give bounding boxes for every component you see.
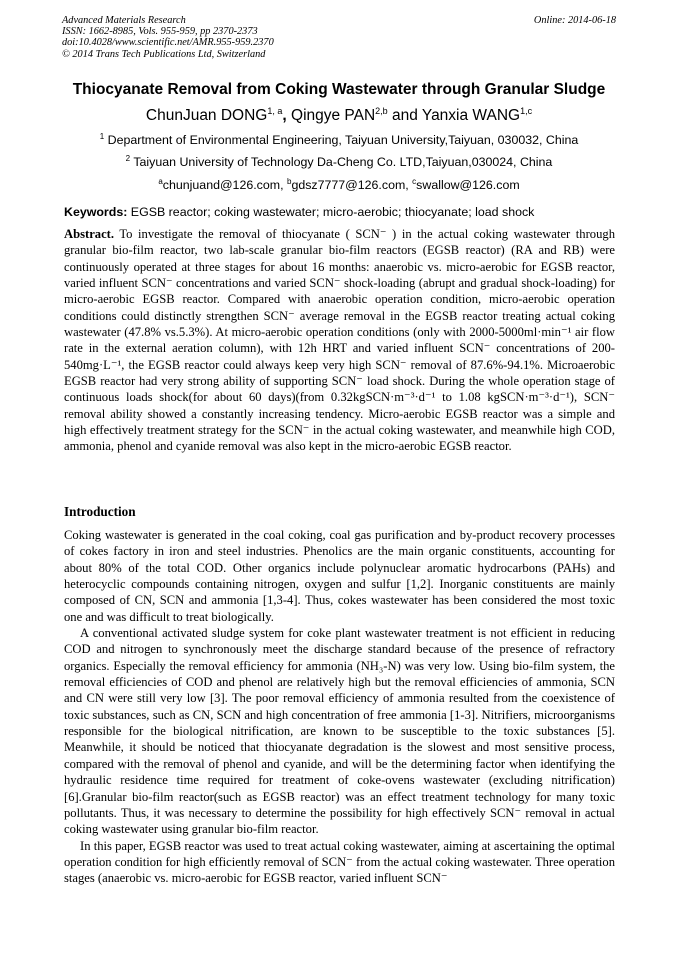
introduction-heading: Introduction bbox=[64, 504, 136, 519]
author-list bbox=[40, 107, 638, 125]
email-address: chunjuand@126.com, bbox=[162, 178, 287, 192]
copyright-line: © 2014 Trans Tech Publications Ltd, Switzerland bbox=[62, 48, 266, 60]
author-conjunction: and bbox=[387, 107, 422, 124]
intro-paragraph-1: Coking wastewater is generated in the coal coking, coal gas purification and by-product recovery processes of cokes factory in iron and steel industries. Phenolics are the main organic constituents, accounting for about 80% of the total COD. Other organics include polynuclear aromatic hydrocarbons (PAHs) and heterocyclic compounds containing nitrogen, oxygen and sulfur [1,2]. Inorganic constituents are mainly composed of CN, SCN and ammonia [1,3-4]. Thus, cokes wastewater has been considered the most toxic one and was difficult to treat biologically. bbox=[64, 528, 615, 624]
doi-line: doi:10.4028/www.scientific.net/AMR.955-959.2370 bbox=[62, 37, 274, 49]
email-marker: b bbox=[286, 176, 292, 186]
email-marker: c bbox=[412, 176, 417, 186]
author-affiliation-marker: 2,b bbox=[375, 105, 388, 116]
abstract-text: To investigate the removal of thiocyanate ( SCN⁻ ) in the actual coking wastewater through granular bio-film reactor, two lab-scale granular bio-film reactors (EGSB reactor) (RA and RB) were continuously operated at three stages for about 16 months: anaerobic vs. micro-aerobic for EGSB reactor, varied influent SCN⁻ concentrations and varied SCN⁻ shock-loading (abrupt and gradual shock-loading) for micro-aerobic EGSB reactor. Compared with anaerobic operation condition, micro-aerobic operation conditions could distinctly strengthen SCN⁻ average removal in the EGSB reactor treating actual coking wastewater (47.8% vs.5.3%). At micro-aerobic operation conditions (only with 2000-5000ml·min⁻¹ air flow rate in the external aeration column), with 12h HRT and varied influent SCN⁻ concentrations of 200-540mg·L⁻¹, the EGSB reactor could always keep very high SCN⁻ removal of 87.6%-94.1%. Microaerobic EGSB reactor had very strong ability of supporting SCN⁻ load shock. During the whole operation stage of continuous loads shock(for about 60 days)(from 0.32kgSCN·m⁻³·d⁻¹ to 1.08 kgSCN·m⁻³·d⁻¹), SCN⁻ removal ability showed a constantly increasing tendency. Micro-aerobic EGSB reactor was a simple and high effectively treatment strategy for the SCN⁻ in the actual coking wastewater, and meanwhile high COD, ammonia, phenol and cyanide removal was also kept in the micro-aerobic EGSB reactor. bbox=[64, 227, 615, 454]
keywords-label: Keywords: bbox=[64, 205, 128, 219]
paper-title: Thiocyanate Removal from Coking Wastewater through Granular Sludge bbox=[72, 81, 606, 98]
intro-paragraph-2: A conventional activated sludge system for coke plant wastewater treatment is not efficient in reducing COD and nitrogen to synchronously meet the discharge standard because of the presence of refractory organics. Especially the removal efficiency for ammonia (NH₃-N) was very low. Using bio-film system, the removal efficiencies of COD and phenol are relatively high but the removal efficiencies of ammonia, SCN and CN were still very low [3]. The poor removal efficiency of ammonia resulted from the coexistence of toxic substances, such as CN, SCN and high concentration of free ammonia [1-3]. Nitrifiers, microorganisms responsible for the biological nitrification, are known to be susceptible to the toxic substances [5]. Meanwhile, it should be noticed that thiocyanate degradation is the slowest and most sensitive process, compared with the removal of phenol and cyanide, and will be the determining factor when identifying the hydraulic residence time required for treatment of coke-ovens wastewater (excluding nitrification)[6].Granular bio-film reactor(such as EGSB reactor) was an effect treatment technology for many toxic pollutants. Thus, it was necessary to determine the possibility for high effectively SCN⁻ removal in actual coking wastewater using granular bio-film reactor. bbox=[64, 626, 615, 837]
affiliation-text: Taiyuan University of Technology Da-Cheng Co. LTD,Taiyuan,030024, China bbox=[130, 155, 553, 169]
affiliation-1 bbox=[40, 133, 638, 147]
email-address: swallow@126.com bbox=[416, 178, 520, 192]
affiliation-number: 2 bbox=[125, 153, 131, 163]
journal-name: Advanced Materials Research bbox=[62, 15, 186, 26]
author-name: ChunJuan DONG bbox=[145, 107, 268, 124]
email-address: gdsz7777@126.com, bbox=[291, 178, 413, 192]
abstract-label: Abstract. bbox=[64, 227, 115, 241]
author-name: Qingye PAN bbox=[291, 107, 376, 124]
affiliation-2 bbox=[40, 155, 638, 169]
online-date: Online: 2014-06-18 bbox=[533, 15, 616, 26]
author-affiliation-marker: 1, a bbox=[267, 105, 283, 116]
abstract bbox=[64, 226, 615, 455]
affiliation-text: Department of Environmental Engineering, Taiyuan University,Taiyuan, 030032, China bbox=[104, 133, 579, 147]
author-separator: , bbox=[282, 107, 292, 124]
author-affiliation-marker: 1,c bbox=[520, 105, 533, 116]
introduction-body bbox=[64, 527, 615, 887]
intro-paragraph-3: In this paper, EGSB reactor was used to treat actual coking wastewater, aiming at ascertaining the optimal operation condition for high efficiently removal of SCN⁻ from the actual coking wastewater. Three operation stages (anaerobic vs. micro-aerobic for EGSB reactor, varied influent SCN⁻ bbox=[64, 838, 615, 886]
issn-line: ISSN: 1662-8985, Vols. 955-959, pp 2370-2373 bbox=[62, 26, 258, 38]
keywords-text: EGSB reactor; coking wastewater; micro-aerobic; thiocyanate; load shock bbox=[127, 205, 535, 219]
author-name: Yanxia WANG bbox=[421, 107, 521, 124]
keywords bbox=[64, 205, 616, 219]
author-emails bbox=[40, 178, 638, 192]
journal-header bbox=[62, 15, 616, 60]
affiliation-number: 1 bbox=[99, 131, 105, 141]
email-marker: a bbox=[158, 176, 163, 186]
